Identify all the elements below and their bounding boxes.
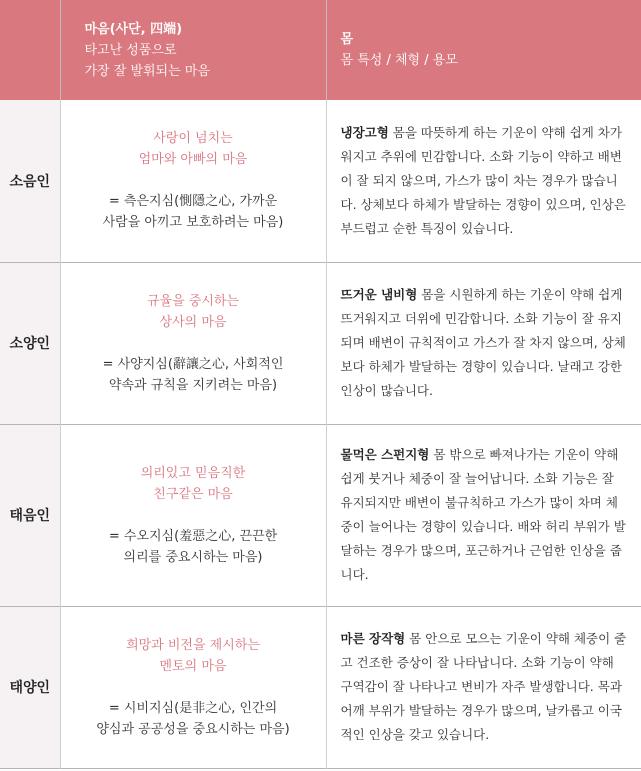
type-cell: 태양인 — [0, 606, 60, 768]
mind-cell — [60, 606, 326, 768]
table-row — [0, 424, 641, 606]
table-row — [0, 262, 641, 424]
type-cell: 태음인 — [0, 424, 60, 606]
mind-desc1: = 시비지심(是非之心, 인간의 — [108, 700, 278, 716]
table-row — [0, 606, 641, 768]
body-description: 몸 안으로 모으는 기운이 약해 체중이 줄고 건조한 증상이 잘 나타납니다. 소화 기능이 약해 구역감이 잘 나타나고 변비가 자주 발생합니다. 목과 어깨 부위가 발달하는 경우가 많으며, 날카롭고 이국적인 인상을 갖고 있습니다. — [340, 631, 627, 742]
body-description: 몸 밖으로 빠져나가는 기운이 약해 쉽게 붓거나 체중이 잘 늘어납니다. 소화 기능은 잘 유지되지만 배변이 불규칙하고 가스가 많이 차며 체중이 늘어나는 경향이 있습니다. 배와 허리 부위가 발달하는 경우가 많으며, 포근하거나 근엄한 인상을 줍니다. — [340, 447, 626, 582]
table-row — [0, 100, 641, 262]
body-description: 몸을 따뜻하게 하는 기운이 약해 쉽게 차가워지고 추위에 민감합니다. 소화 기능이 약하고 배변이 잘 되지 않으며, 가스가 많이 차는 경우가 많습니다. 상체보다 하체가 발달하는 경향이 있으며, 인상은 부드럽고 순한 특징이 있습니다. — [340, 124, 626, 236]
body-description: 몸을 시원하게 하는 기운이 약해 쉽게 뜨거워지고 더위에 민감합니다. 소화 기능이 잘 유지되며 배변이 규칙적이고 가스가 잘 차지 않으며, 상체보다 하체가 발달하는 경향이 있습니다. 날래고 강한 인상이 많습니다. — [340, 287, 626, 398]
mind-desc2: 사람을 아끼고 보호하려는 마음) — [102, 215, 284, 231]
body-type-name: 물먹은 스펀지형 — [340, 447, 430, 462]
mind-line2: 상사의 마음 — [159, 314, 227, 330]
header-empty-cell — [0, 0, 60, 100]
mind-desc1: = 사양지심(辭讓之心, 사회적인 — [102, 356, 284, 372]
body-cell — [326, 424, 641, 606]
mind-desc2: 양심과 공공성을 중요시하는 마음) — [96, 721, 290, 737]
type-cell: 소양인 — [0, 262, 60, 424]
mind-desc2: 의리를 중요시하는 마음) — [123, 549, 263, 565]
mind-desc2: 약속과 규칙을 지키려는 마음) — [108, 377, 278, 393]
header-body-cell — [326, 0, 641, 100]
body-cell — [326, 262, 641, 424]
mind-desc1: = 측은지심(惻隱之心, 가까운 — [108, 194, 278, 210]
body-type-name: 마른 장작형 — [340, 631, 406, 646]
header-body-title: 몸 — [340, 32, 354, 47]
type-cell: 소음인 — [0, 100, 60, 262]
body-cell — [326, 100, 641, 262]
table-header-row — [0, 0, 641, 100]
mind-cell — [60, 100, 326, 262]
mind-line1: 희망과 비전을 제시하는 — [126, 637, 260, 653]
mind-line2: 엄마와 아빠의 마음 — [138, 152, 248, 168]
mind-desc1: = 수오지심(羞惡之心, 끈끈한 — [108, 528, 278, 544]
header-mind-cell — [60, 0, 326, 100]
mind-line1: 의리있고 믿음직한 — [140, 465, 246, 481]
body-type-name: 뜨거운 냄비형 — [340, 287, 418, 302]
mind-line1: 규율을 중시하는 — [146, 293, 240, 309]
header-mind-line3: 가장 잘 발휘되는 마음 — [84, 63, 210, 79]
mind-line1: 사랑이 넘치는 — [153, 131, 233, 147]
header-body-line2: 몸 특성 / 체형 / 용모 — [340, 53, 458, 68]
mind-line2: 멘토의 마음 — [159, 658, 227, 674]
body-cell — [326, 606, 641, 768]
mind-line2: 친구같은 마음 — [153, 486, 233, 502]
body-type-name: 냉장고형 — [340, 124, 389, 140]
header-mind-title: 마음(사단, 四端) — [84, 21, 183, 37]
mind-cell — [60, 424, 326, 606]
mind-cell — [60, 262, 326, 424]
header-mind-line2: 타고난 성품으로 — [84, 42, 177, 58]
